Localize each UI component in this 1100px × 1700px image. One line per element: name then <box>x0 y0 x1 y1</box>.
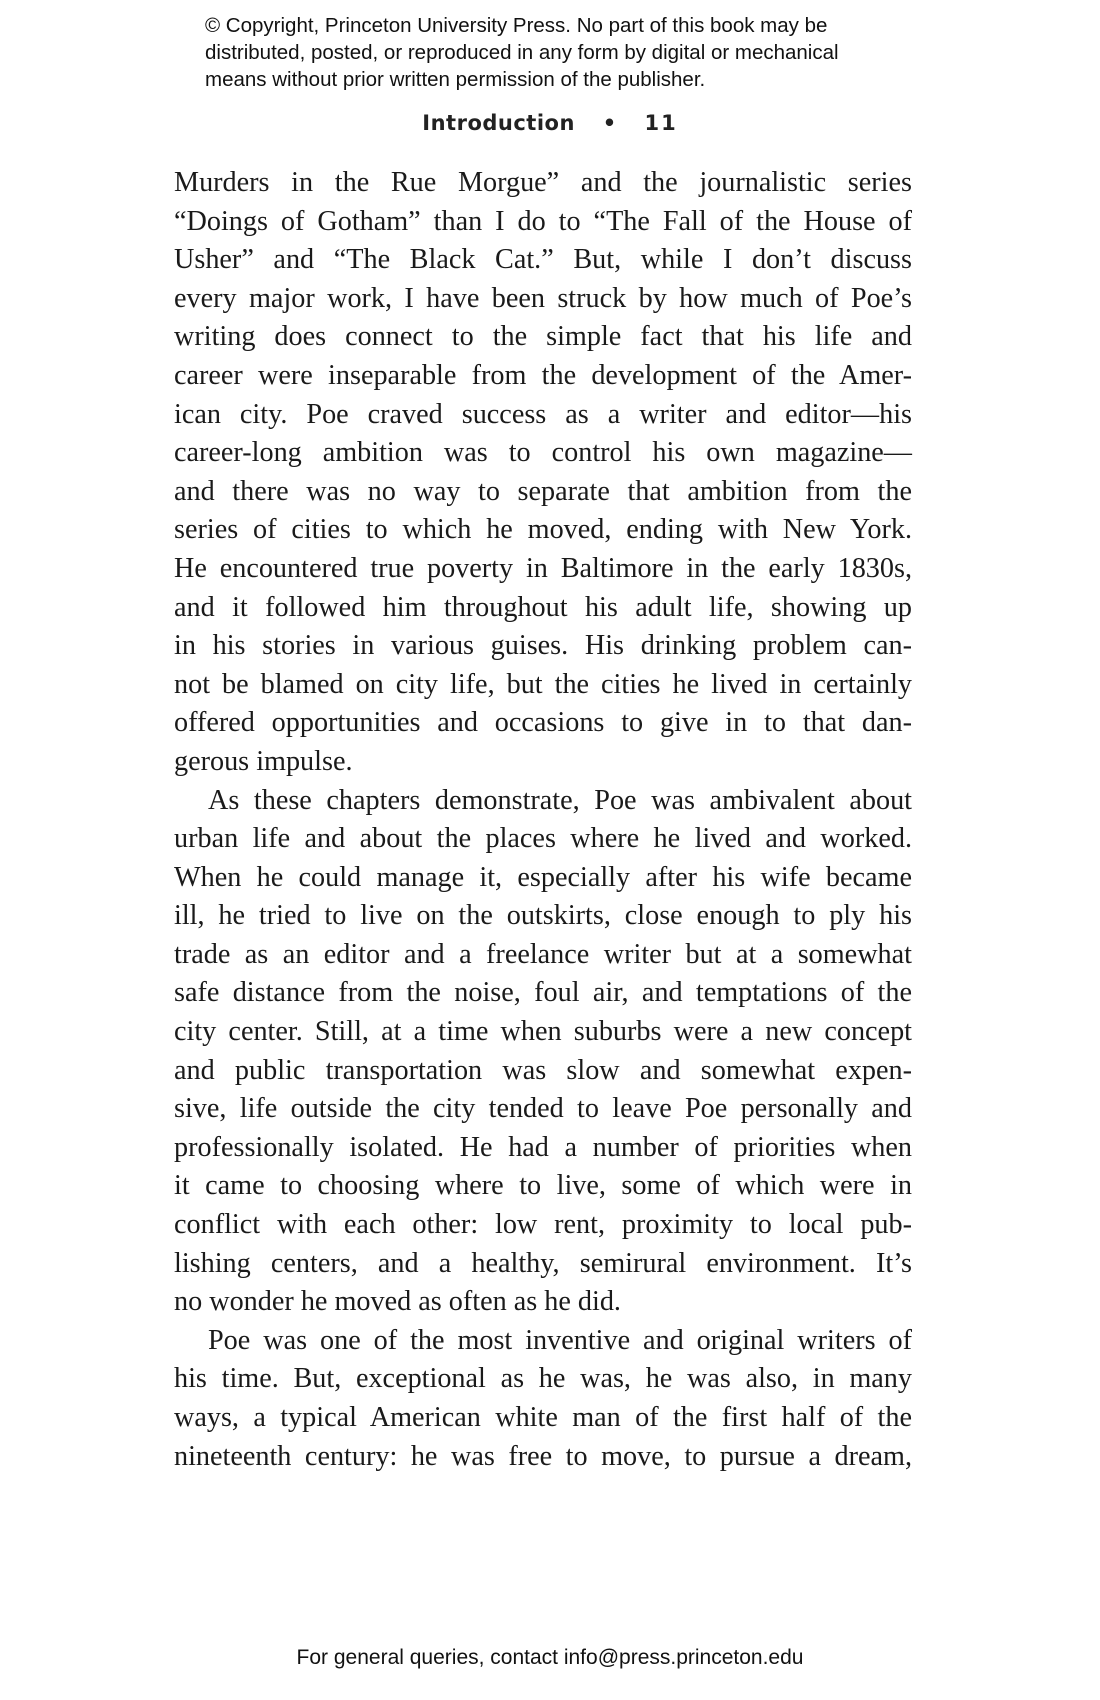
page-number: 11 <box>644 111 678 135</box>
copyright-line: © Copyright, Princeton University Press. No part of this book may be <box>205 14 828 37</box>
text-line: and it followed him throughout his adult life, showing up <box>174 591 912 623</box>
text-line: and public transportation was slow and somewhat expen- <box>174 1054 912 1086</box>
text-line: When he could manage it, especially after his wife became <box>174 861 912 893</box>
text-line: gerous impulse. <box>174 745 353 777</box>
text-line: nineteenth century: he was free to move, to pursue a dream, <box>174 1440 912 1472</box>
text-line: sive, life outside the city tended to leave Poe personally and <box>174 1093 912 1125</box>
paragraph-1 <box>174 164 912 782</box>
text-line: his time. But, exceptional as he was, he was also, in many <box>174 1363 912 1395</box>
text-line: in his stories in various guises. His drinking problem can- <box>174 630 912 662</box>
text-line: Usher” and “The Black Cat.” But, while I don’t discuss <box>174 244 912 276</box>
running-head <box>0 111 1100 135</box>
section-title: Introduction <box>422 111 575 135</box>
paragraph-3 <box>174 1322 912 1476</box>
text-line: career-long ambition was to control his own magazine— <box>174 437 912 469</box>
copyright-notice <box>205 12 925 93</box>
text-line: Poe was one of the most inventive and original writers of <box>208 1324 912 1356</box>
paragraph-2 <box>174 782 912 1322</box>
bullet-separator: • <box>602 111 617 135</box>
text-line: safe distance from the noise, foul air, and temptations of the <box>174 977 912 1009</box>
text-line: city center. Still, at a time when suburbs were a new concept <box>174 1016 912 1048</box>
text-line: He encountered true poverty in Baltimore in the early 1830s, <box>174 552 912 584</box>
text-line: ill, he tried to live on the outskirts, close enough to ply his <box>174 900 912 932</box>
text-line: ways, a typical American white man of the first half of the <box>174 1402 912 1433</box>
body-text <box>174 164 912 1476</box>
text-line: offered opportunities and occasions to give in to that dan- <box>174 707 912 739</box>
text-line: series of cities to which he moved, ending with New York. <box>174 514 912 546</box>
copyright-line: means without prior written permission of the publisher. <box>205 68 706 91</box>
text-line: professionally isolated. He had a number of priorities when <box>174 1131 912 1163</box>
text-line: career were inseparable from the development of the Amer- <box>174 359 912 391</box>
text-line: urban life and about the places where he lived and worked. <box>174 823 912 855</box>
text-line: not be blamed on city life, but the cities he lived in certainly <box>174 668 912 700</box>
text-line: Murders in the Rue Morgue” and the journalistic series <box>174 167 912 198</box>
text-line: ican city. Poe craved success as a writer and editor—his <box>174 398 912 430</box>
footer-contact: For general queries, contact info@press.princeton.edu <box>296 1646 804 1669</box>
text-line: and there was no way to separate that ambition from the <box>174 475 912 507</box>
text-line: writing does connect to the simple fact that his life and <box>174 321 912 353</box>
text-line: lishing centers, and a healthy, semirural environment. It’s <box>174 1247 912 1279</box>
text-line: trade as an editor and a freelance writer but at a somewhat <box>174 938 912 970</box>
text-line: “Doings of Gotham” than I do to “The Fall of the House of <box>174 205 912 237</box>
text-line: conflict with each other: low rent, proximity to local pub- <box>174 1209 912 1241</box>
copyright-line: distributed, posted, or reproduced in any form by digital or mechanical <box>205 41 839 64</box>
text-line: every major work, I have been struck by how much of Poe’s <box>174 282 912 314</box>
text-line: it came to choosing where to live, some of which were in <box>174 1170 912 1202</box>
text-line: As these chapters demonstrate, Poe was ambivalent about <box>208 784 912 816</box>
text-line: no wonder he moved as often as he did. <box>174 1286 621 1318</box>
